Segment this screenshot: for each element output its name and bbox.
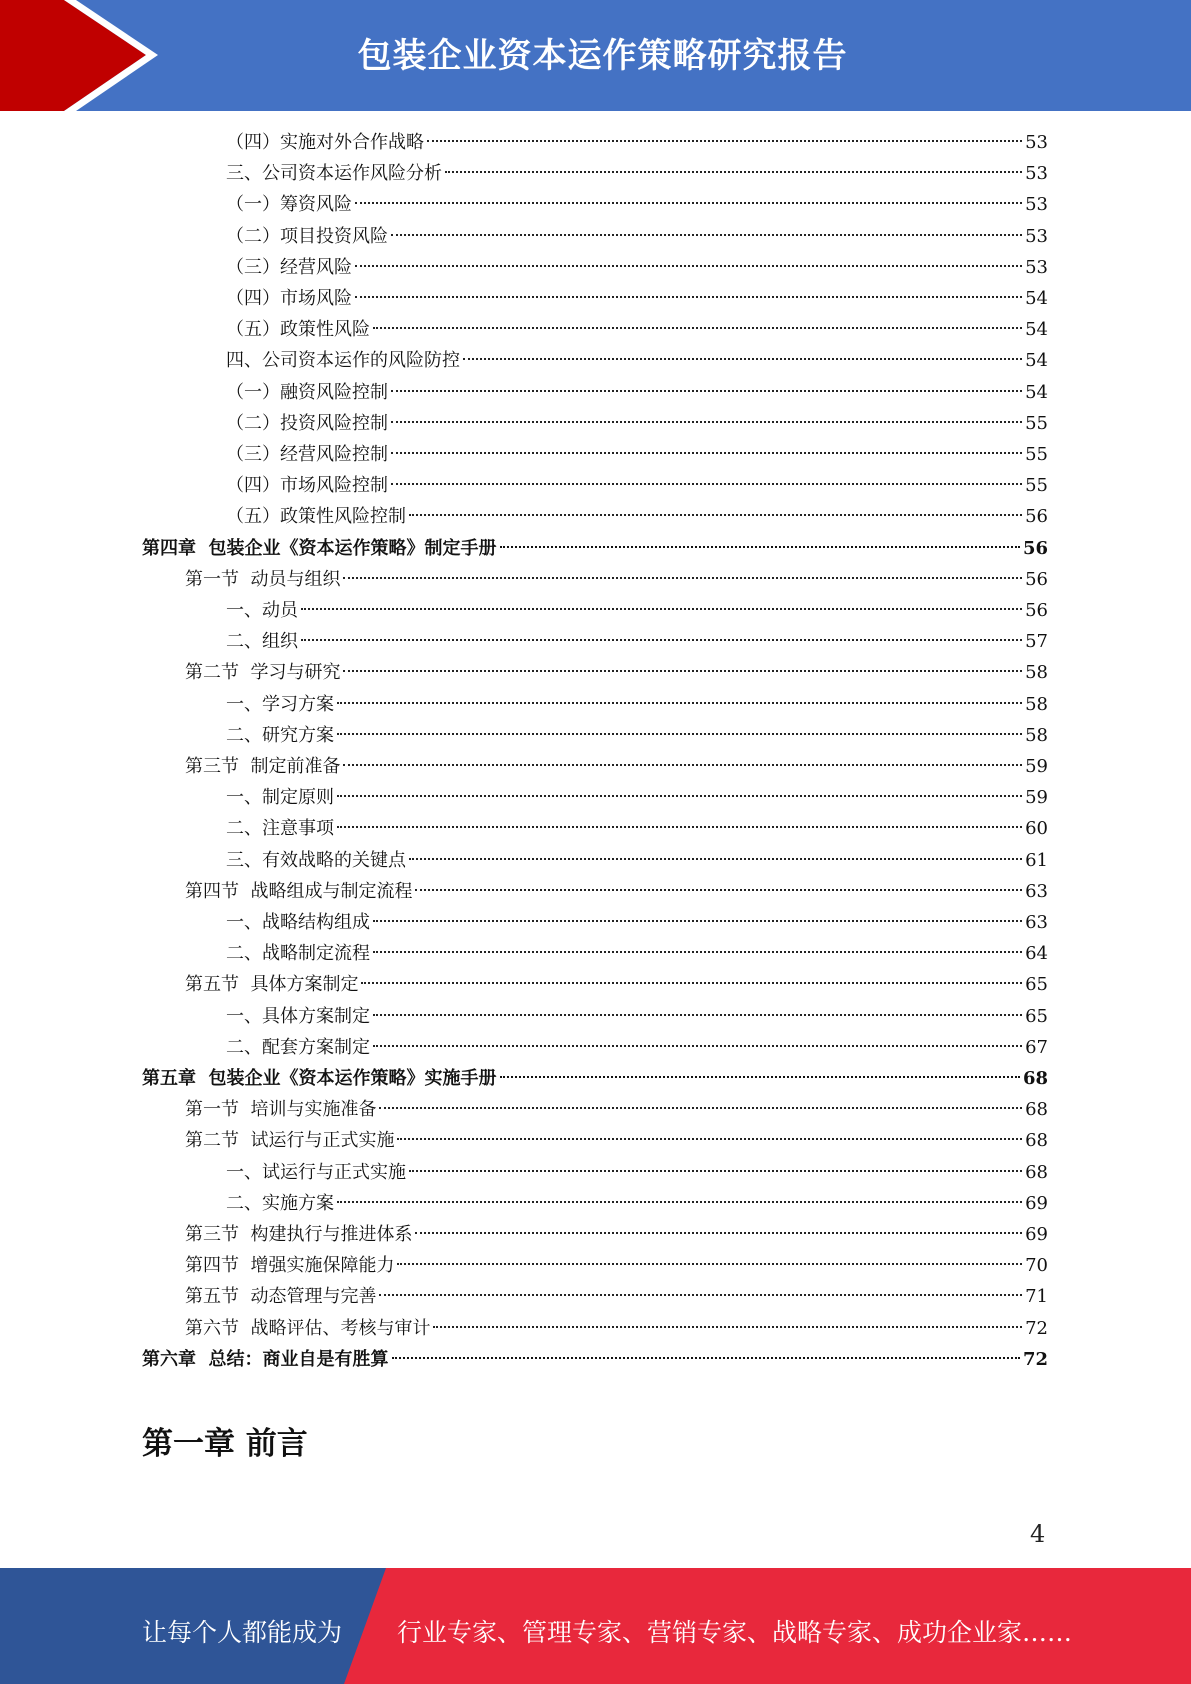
toc-entry[interactable] <box>226 626 1048 657</box>
toc-entry-page: 61 <box>1025 849 1048 871</box>
toc-dot-leader <box>337 701 1022 704</box>
toc-dot-leader <box>463 357 1022 360</box>
toc-entry-page: 55 <box>1025 412 1048 434</box>
toc-entry-page: 59 <box>1025 756 1048 777</box>
toc-dot-leader <box>427 139 1022 142</box>
page-number: 4 <box>1030 1520 1046 1548</box>
toc-entry-page: 54 <box>1025 350 1048 372</box>
report-title: 包装企业资本运作策略研究报告 <box>357 36 848 76</box>
toc-dot-leader <box>301 607 1022 610</box>
toc-entry[interactable] <box>185 876 1048 907</box>
toc-dot-leader <box>355 201 1022 204</box>
toc-dot-leader <box>379 1106 1022 1109</box>
toc-entry[interactable] <box>226 782 1048 813</box>
toc-dot-leader <box>445 170 1022 173</box>
toc-entry-title: 第四章 包装企业《资本运作策略》制定手册 <box>142 537 497 559</box>
toc-dot-leader <box>373 919 1022 922</box>
toc-entry[interactable] <box>142 1063 1048 1094</box>
toc-entry[interactable] <box>226 1157 1048 1188</box>
toc-entry-page: 56 <box>1025 600 1048 621</box>
toc-entry-title: （四）实施对外合作战略 <box>226 132 424 153</box>
toc-entry-page: 53 <box>1025 132 1048 153</box>
toc-entry-page: 55 <box>1025 444 1048 465</box>
toc-dot-leader <box>337 1200 1022 1203</box>
toc-entry-title: 四、公司资本运作的风险防控 <box>226 350 460 372</box>
toc-entry[interactable] <box>226 158 1048 189</box>
toc-entry-title: 一、具体方案制定 <box>226 1005 370 1027</box>
toc-entry[interactable] <box>185 1125 1048 1156</box>
toc-entry-page: 57 <box>1025 631 1048 653</box>
toc-entry[interactable] <box>185 1313 1048 1344</box>
toc-dot-leader <box>397 1137 1022 1140</box>
toc-entry-title: （一）融资风险控制 <box>226 381 388 403</box>
toc-dot-leader <box>355 264 1022 267</box>
toc-entry-page: 65 <box>1025 974 1048 996</box>
toc-entry-page: 58 <box>1025 724 1048 746</box>
toc-entry-title: 第六章 总结：商业自是有胜算 <box>142 1348 389 1370</box>
toc-dot-leader <box>361 981 1022 984</box>
toc-entry-title: 第五章 包装企业《资本运作策略》实施手册 <box>142 1068 497 1089</box>
toc-entry[interactable] <box>185 1250 1048 1281</box>
toc-dot-leader <box>373 1013 1022 1016</box>
toc-dot-leader <box>409 1169 1022 1172</box>
toc-entry[interactable] <box>226 221 1048 252</box>
toc-dot-leader <box>409 857 1022 860</box>
toc-entry-title: （三）经营风险 <box>226 256 352 278</box>
toc-entry-title: 二、实施方案 <box>226 1192 334 1214</box>
toc-entry-title: （四）市场风险控制 <box>226 475 388 497</box>
toc-entry-page: 69 <box>1025 1192 1048 1214</box>
toc-entry-title: 第一节 培训与实施准备 <box>185 1099 377 1121</box>
footer-slogan-left: 让每个人都能成为 <box>142 1618 343 1647</box>
toc-entry-title: 三、公司资本运作风险分析 <box>226 163 442 185</box>
toc-dot-leader <box>397 1262 1022 1265</box>
toc-dot-leader <box>500 545 1020 548</box>
toc-dot-leader <box>343 763 1022 766</box>
toc-entry-title: 三、有效战略的关键点 <box>226 849 406 871</box>
toc-entry[interactable] <box>142 1344 1048 1375</box>
toc-dot-leader <box>409 513 1022 516</box>
toc-dot-leader <box>392 1356 1020 1359</box>
toc-entry-title: 第四节 增强实施保障能力 <box>185 1255 395 1277</box>
toc-entry[interactable] <box>226 845 1048 876</box>
toc-dot-leader <box>415 1231 1022 1234</box>
toc-entry[interactable] <box>226 1032 1048 1063</box>
toc-dot-leader <box>391 233 1022 236</box>
toc-entry-page: 53 <box>1025 256 1048 278</box>
toc-entry-page: 54 <box>1025 288 1048 309</box>
toc-entry[interactable] <box>226 813 1048 844</box>
toc-entry-title: 一、学习方案 <box>226 693 334 715</box>
toc-entry-page: 58 <box>1025 662 1048 684</box>
toc-entry-page: 60 <box>1025 818 1048 840</box>
toc-entry[interactable] <box>226 595 1048 626</box>
toc-entry-page: 68 <box>1025 1161 1048 1183</box>
toc-entry-page: 68 <box>1025 1130 1048 1152</box>
toc-entry-title: 第二节 试运行与正式实施 <box>185 1130 395 1152</box>
toc-entry[interactable] <box>226 127 1048 158</box>
toc-dot-leader <box>500 1075 1020 1078</box>
toc-entry-title: 一、战略结构组成 <box>226 912 370 933</box>
toc-entry[interactable] <box>226 1188 1048 1219</box>
toc-dot-leader <box>373 326 1022 329</box>
toc-entry-page: 69 <box>1025 1224 1048 1245</box>
toc-entry[interactable] <box>185 1281 1048 1312</box>
toc-entry-title: 一、动员 <box>226 600 298 621</box>
toc-dot-leader <box>337 732 1022 735</box>
toc-entry-page: 71 <box>1025 1286 1048 1308</box>
toc-entry-title: （三）经营风险控制 <box>226 444 388 465</box>
toc-entry-title: 第五节 具体方案制定 <box>185 974 359 996</box>
toc-dot-leader <box>433 1325 1022 1328</box>
toc-entry-title: 第三节 构建执行与推进体系 <box>185 1224 413 1245</box>
toc-entry-page: 67 <box>1025 1036 1048 1058</box>
toc-entry[interactable] <box>226 189 1048 220</box>
toc-entry[interactable] <box>185 657 1048 688</box>
toc-entry-title: 第一节 动员与组织 <box>185 568 341 590</box>
toc-entry-page: 64 <box>1025 943 1048 965</box>
toc-entry[interactable] <box>226 720 1048 751</box>
toc-entry-page: 53 <box>1025 194 1048 216</box>
toc-entry[interactable] <box>226 283 1048 314</box>
toc-entry-title: 二、研究方案 <box>226 724 334 746</box>
toc-entry-page: 72 <box>1025 1317 1048 1339</box>
toc-entry-title: （二）投资风险控制 <box>226 412 388 434</box>
toc-entry[interactable] <box>226 252 1048 283</box>
toc-dot-leader <box>373 1044 1022 1047</box>
toc-entry-title: 第三节 制定前准备 <box>185 756 341 777</box>
toc-entry-page: 59 <box>1025 787 1048 809</box>
toc-entry-title: 二、注意事项 <box>226 818 334 840</box>
toc-dot-leader <box>391 482 1022 485</box>
toc-entry[interactable] <box>226 1001 1048 1032</box>
toc-entry[interactable] <box>185 751 1048 782</box>
toc-entry[interactable] <box>226 501 1048 532</box>
toc-entry-title: （一）筹资风险 <box>226 194 352 216</box>
toc-entry-page: 56 <box>1025 568 1048 590</box>
toc-dot-leader <box>373 950 1022 953</box>
page-footer <box>0 1568 1191 1684</box>
toc-entry-page: 58 <box>1025 693 1048 715</box>
toc-entry[interactable] <box>226 439 1048 470</box>
toc-entry[interactable] <box>226 938 1048 969</box>
toc-dot-leader <box>337 825 1022 828</box>
toc-entry-page: 53 <box>1025 225 1048 247</box>
toc-entry[interactable] <box>226 314 1048 345</box>
toc-entry-page: 72 <box>1022 1348 1048 1370</box>
toc-entry[interactable] <box>226 345 1048 376</box>
toc-dot-leader <box>391 389 1022 392</box>
toc-entry-title: 一、试运行与正式实施 <box>226 1161 406 1183</box>
footer-slogan-right: 行业专家、管理专家、营销专家、战略专家、成功企业家…… <box>397 1618 1073 1647</box>
toc-entry-title: 二、组织 <box>226 631 298 653</box>
toc-entry-title: 第四节 战略组成与制定流程 <box>185 880 413 902</box>
toc-dot-leader <box>343 669 1022 672</box>
toc-entry-page: 55 <box>1025 475 1048 497</box>
toc-entry-title: 一、制定原则 <box>226 787 334 809</box>
toc-dot-leader <box>301 638 1022 641</box>
toc-entry-page: 70 <box>1025 1255 1048 1277</box>
page-header <box>0 0 1191 111</box>
toc-dot-leader <box>379 1293 1022 1296</box>
toc-entry-title: 第二节 学习与研究 <box>185 662 341 684</box>
toc-entry-title: （二）项目投资风险 <box>226 225 388 247</box>
toc-entry[interactable] <box>185 1094 1048 1125</box>
toc-dot-leader <box>391 451 1022 454</box>
toc-entry-page: 68 <box>1025 1099 1048 1121</box>
toc-entry-title: （五）政策性风险 <box>226 319 370 341</box>
toc-entry-page: 68 <box>1022 1068 1048 1089</box>
toc-dot-leader <box>391 420 1022 423</box>
toc-entry[interactable] <box>226 377 1048 408</box>
toc-entry[interactable] <box>226 470 1048 501</box>
toc-entry-page: 63 <box>1025 912 1048 933</box>
toc-entry-page: 65 <box>1025 1005 1048 1027</box>
toc-entry[interactable] <box>185 969 1048 1000</box>
toc-entry-page: 54 <box>1025 381 1048 403</box>
toc-entry[interactable] <box>142 533 1048 564</box>
toc-entry-page: 54 <box>1025 319 1048 341</box>
toc-entry-title: （五）政策性风险控制 <box>226 506 406 528</box>
toc-entry-title: 二、战略制定流程 <box>226 943 370 965</box>
toc-entry-page: 53 <box>1025 163 1048 185</box>
toc-entry[interactable] <box>226 907 1048 938</box>
toc-dot-leader <box>337 794 1022 797</box>
toc-entry-page: 63 <box>1025 880 1048 902</box>
toc-entry[interactable] <box>185 564 1048 595</box>
toc-entry-page: 56 <box>1025 506 1048 528</box>
toc-dot-leader <box>415 888 1022 891</box>
toc-entry-title: 第五节 动态管理与完善 <box>185 1286 377 1308</box>
toc-entry-title: 第六节 战略评估、考核与审计 <box>185 1317 431 1339</box>
toc-entry-title: 二、配套方案制定 <box>226 1036 370 1058</box>
toc-entry-page: 56 <box>1022 537 1048 559</box>
toc-entry[interactable] <box>226 408 1048 439</box>
toc-dot-leader <box>355 295 1022 298</box>
chapter-heading: 第一章 前言 <box>142 1426 308 1462</box>
toc-entry[interactable] <box>226 689 1048 720</box>
toc-entry-title: （四）市场风险 <box>226 288 352 309</box>
toc-dot-leader <box>343 576 1022 579</box>
toc-entry[interactable] <box>185 1219 1048 1250</box>
